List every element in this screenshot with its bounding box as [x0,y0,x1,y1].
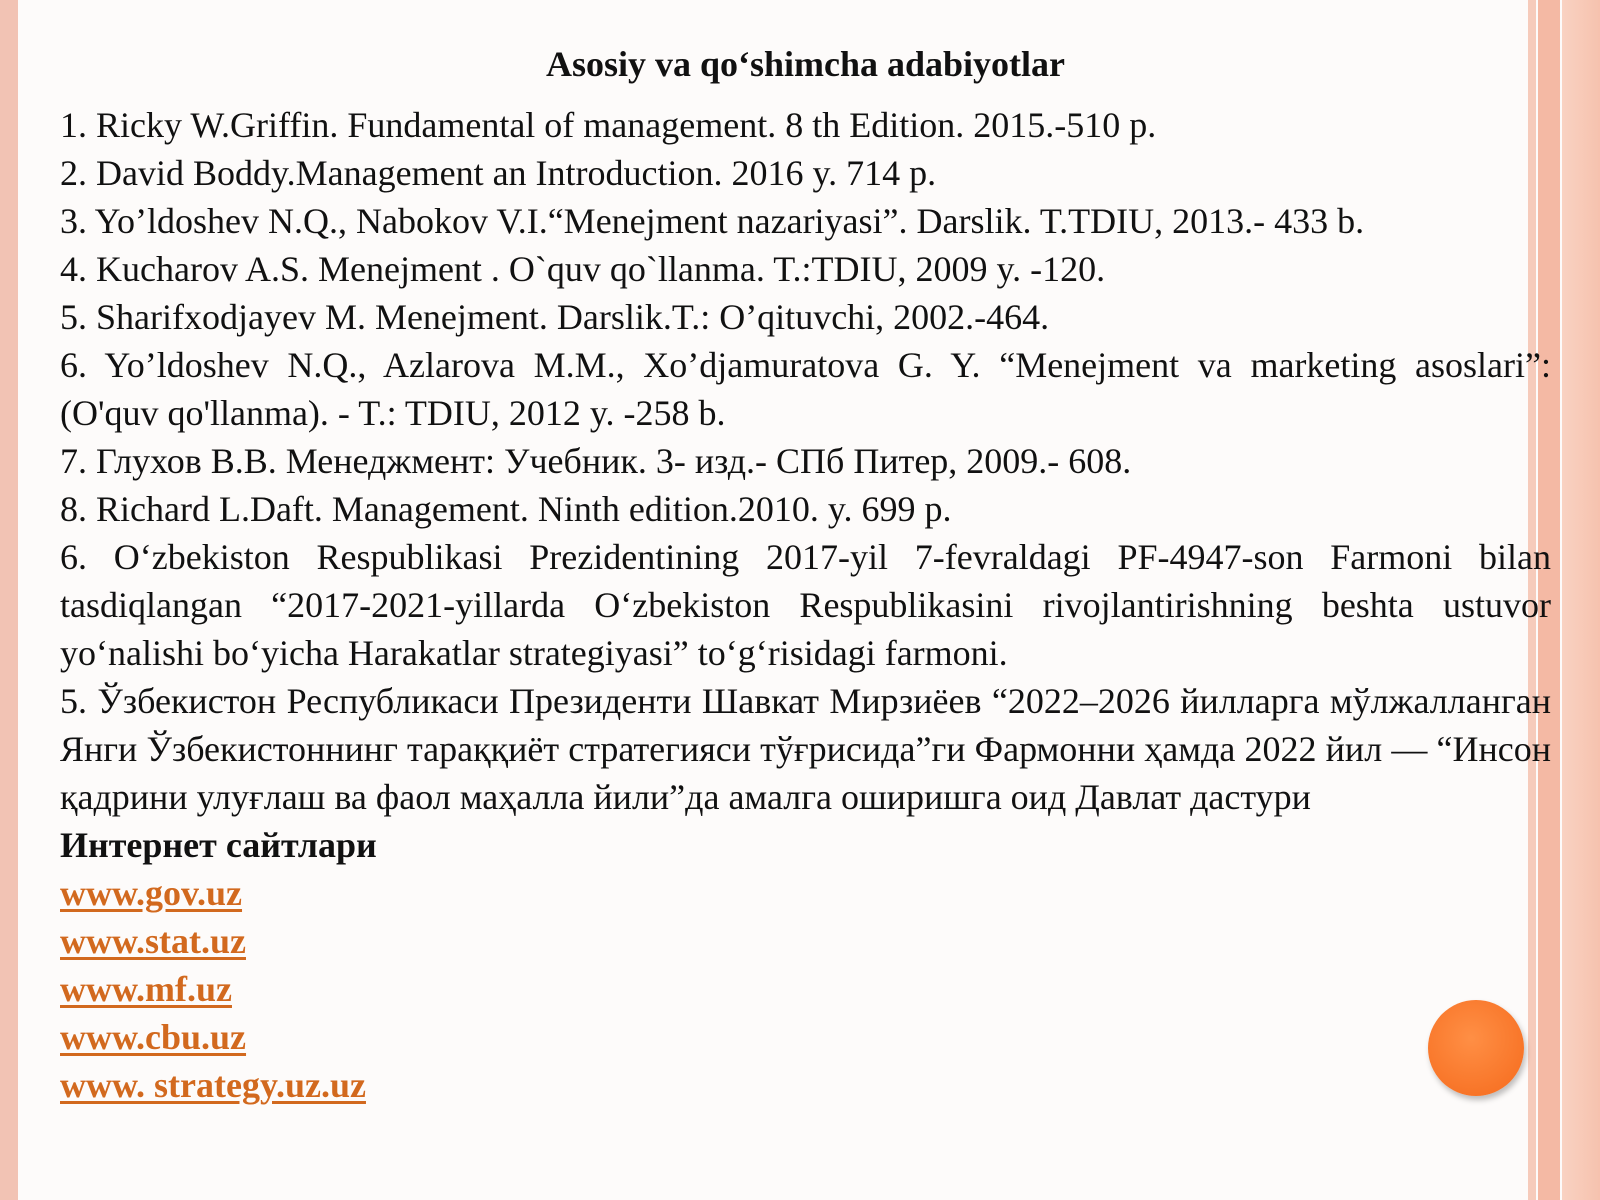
reference-item-decree-2017: 6. O‘zbekiston Respublikasi Prezidentining 2017-yil 7-fevraldagi PF-4947-son Farmoni bilan tasdiqlangan “2017-2021-yillarda O‘zbekiston Respublikasini rivojlantirishning beshta ustuvor yo‘nalishi bo‘yicha Harakatlar strategiyasi” to‘g‘risidagi farmoni. [60,537,1551,673]
reference-list [60,101,1551,821]
link-stat-uz[interactable]: www.stat.uz [60,921,246,961]
reference-item-8: 8. Richard L.Daft. Management. Ninth edition.2010. y. 699 p. [60,489,952,529]
reference-item-7: 7. Глухов В.В. Менеджмент: Учебник. 3- изд.- СПб Питер, 2009.- 608. [60,441,1132,481]
link-gov-uz[interactable]: www.gov.uz [60,873,243,913]
reference-item-3: 3. Yo’ldoshev N.Q., Nabokov V.I.“Menejment nazariyasi”. Darslik. T.TDIU, 2013.- 433 b. [60,201,1365,241]
reference-item-6: 6. Yo’ldoshev N.Q., Azlarova M.M., Xo’djamuratova G. Y. “Menejment va marketing asoslari”: (O'quv qo'llanma). - T.: TDIU, 2012 y. -258 b. [60,345,1551,433]
link-strategy-uz[interactable]: www. strategy.uz.uz [60,1065,366,1105]
slide-title: Asosiy va qo‘shimcha adabiyotlar [545,44,1066,84]
reference-item-2: 2. David Boddy.Management an Introduction. 2016 y. 714 p. [60,153,937,193]
link-mf-uz[interactable]: www.mf.uz [60,969,232,1009]
slide-content [60,40,1551,1109]
reference-item-1: 1. Ricky W.Griffin. Fundamental of management. 8 th Edition. 2015.-510 p. [60,105,1157,145]
reference-item-5: 5. Sharifxodjayev M. Menejment. Darslik.T.: O’qituvchi, 2002.-464. [60,297,1050,337]
reference-item-4: 4. Kucharov A.S. Menejment . O`quv qo`llanma. T.:TDIU, 2009 y. -120. [60,249,1106,289]
internet-sites-heading: Интернет сайтлари [60,825,377,865]
reference-item-decree-2022: 5. Ўзбекистон Республикаси Президенти Шавкат Мирзиёев “2022–2026 йилларга мўлжалланган Янги Ўзбекистоннинг тараққиёт стратегияси тўғрисида”ги Фармонни ҳамда 2022 йил — “Инсон қадрини улуғлаш ва фаол маҳалла йили”да амалга оширишга оид Давлат дастури [60,681,1551,817]
orange-circle-decoration [1428,1000,1524,1096]
link-cbu-uz[interactable]: www.cbu.uz [60,1017,247,1057]
left-decorative-stripe [0,0,18,1200]
right-decorative-stripe-wide [1562,0,1600,1200]
links-list [60,869,1551,1109]
